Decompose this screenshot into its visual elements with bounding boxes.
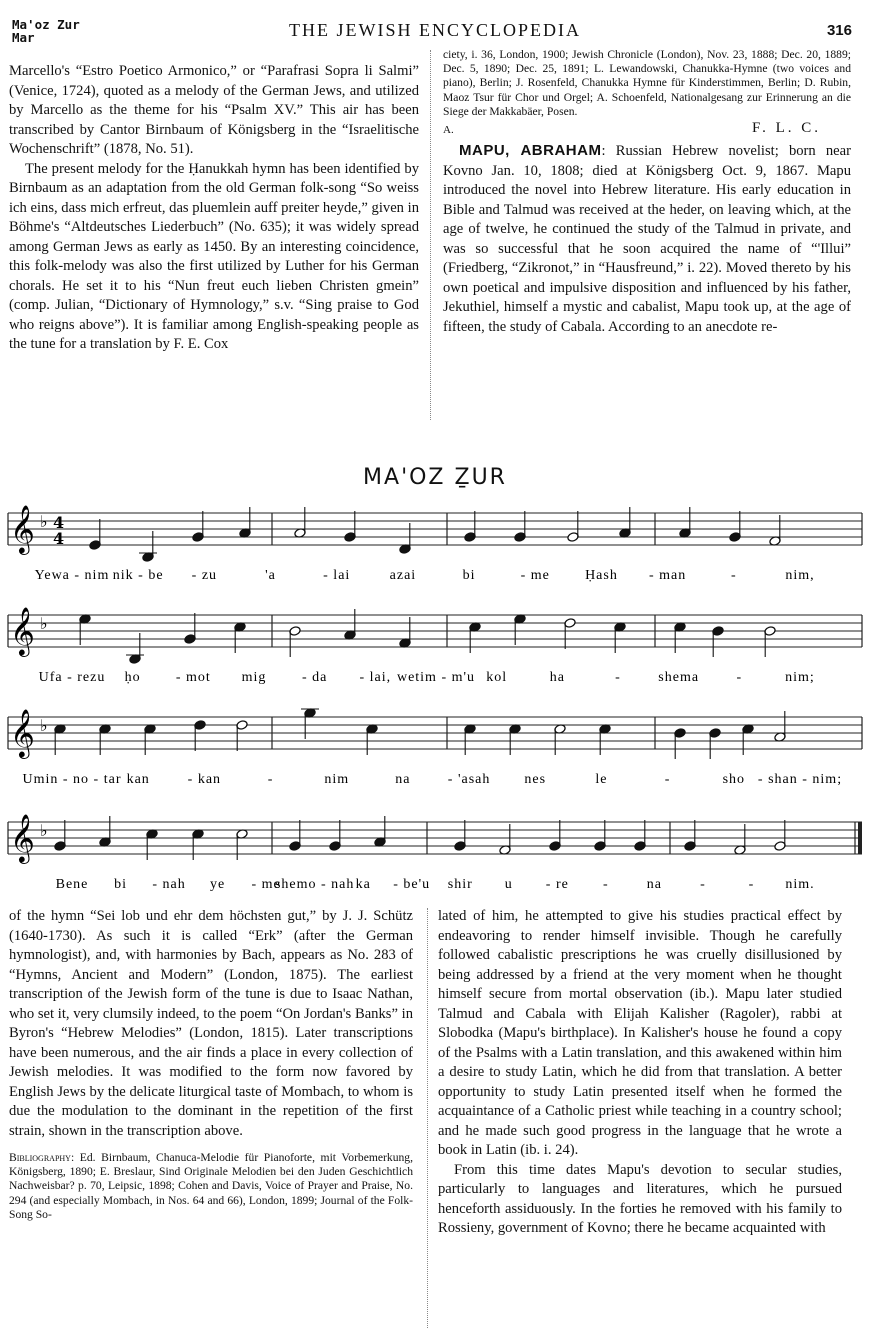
- staff-1-lyrics: [35, 568, 815, 583]
- lyric-syllable: - nah: [152, 877, 186, 892]
- lyric-syllable: sho: [722, 772, 746, 787]
- running-head-first: Ma'oz Zur: [12, 17, 80, 32]
- final-bar-thick: [858, 822, 862, 854]
- lyric-syllable: le: [595, 772, 608, 787]
- lyric-syllable: bi: [114, 877, 127, 892]
- lyric-syllable: - man: [649, 568, 687, 583]
- lyric-syllable: - zu: [191, 568, 218, 583]
- lyric-syllable: -: [700, 877, 706, 892]
- sheet-music: [0, 495, 870, 895]
- staff-4: [8, 813, 862, 864]
- page-number: 316: [826, 22, 852, 39]
- lyric-syllable: nim.: [785, 877, 815, 892]
- signature-line: [443, 119, 851, 141]
- entry-mapu-abraham: [443, 141, 851, 337]
- lyric-syllable: ye: [209, 877, 226, 892]
- bibliography-continuation: ciety, i. 36, London, 1900; Jewish Chronicle (London), Nov. 23, 1888; Dec. 20, 1889; Dec. 5, 1890; Dec. 25, 1891; L. Lewandowski, Chanukka-Hymne (two voices and piano), Berlin; J. Rosenfeld, Chanukka Hymne für Kinderstimmen, Berlin; D. Rubin, Maoz Tsur für Chor und Orgel; A. Schoenfeld, Nationalgesang zur Erinnerung an die Siege der Makkabäer, Posen.: [443, 48, 851, 118]
- key-signature-flat: ♭: [40, 512, 48, 531]
- lyric-syllable: mig: [241, 670, 267, 685]
- lyric-syllable: - shan - nim;: [757, 772, 843, 787]
- time-signature-top: 4: [53, 513, 65, 532]
- lyric-syllable: shir: [447, 877, 473, 892]
- lyric-syllable: -: [748, 877, 755, 892]
- key-signature-flat: ♭: [40, 716, 48, 735]
- lyric-syllable: kan: [126, 772, 150, 787]
- lyric-syllable: -: [664, 772, 671, 787]
- page-header: [0, 0, 870, 50]
- lyric-syllable: - lai,: [359, 670, 392, 685]
- lyric-syllable: Umin - no - tar: [22, 772, 122, 787]
- lyric-syllable: Bene: [55, 877, 89, 892]
- lyric-syllable: nim: [324, 772, 350, 787]
- running-head-last: Mar: [12, 30, 35, 45]
- lyric-syllable: - mot: [175, 670, 211, 685]
- treble-clef: 𝄞: [10, 504, 35, 553]
- paragraph-hymn-history: of the hymn “Sei lob und ehr dem höchsten gut,” by J. J. Schütz (1640-1730). As such it is called “Erk” (after the German hymnologist), and, with harmonies by Bach, appears as No. 283 of “Hymns, Ancient and Modern” (London, 1875). The earliest transcription of the Jewish form of the tune is due to Isaac Nathan, who set it, very clumsily indeed, to the poem “On Jordan's Banks” in Byron's “Hebrew Melodies” (London, 1815). Later transcriptions have been numerous, and the air finds a place in every collection of Jewish melodies. It was modified to the form now favored by English Jews by the delicate liturgical taste of Mombach, to whom is due the modulation to the dominant in the repetition of the first strain, shown in the transcription above.: [9, 908, 413, 1139]
- paragraph-marcello: Marcello's “Estro Poetico Armonico,” or “Parafrasi Sopra li Salmi” (Venice, 1724), quoted as a melody of the German Jews, and utilized by Marcello as the theme for his “Psalm XV.” This air has been transcribed by Cantor Birnbaum of Königsberg in the “Israelitische Wochenschrift” (1878, No. 51).: [9, 63, 419, 157]
- lyric-syllable: - me: [520, 568, 550, 583]
- treble-clef: 𝄞: [10, 606, 35, 655]
- column-lower-left: [9, 907, 413, 1222]
- lyric-syllable: ḥo: [124, 670, 141, 685]
- lyric-syllable: wetim - m'u: [396, 670, 476, 685]
- paragraph-mapu-secular: From this time dates Mapu's devotion to secular studies, particularly to languages and literatures, which he pursued henceforth assiduously. In the forties he removed with his family to Rossieny, government of Kovno; there he became acquainted with: [438, 1161, 842, 1236]
- staff-3-lyrics: [23, 772, 843, 787]
- paragraph-melody-origin: The present melody for the Ḥanukkah hymn has been identified by Birnbaum as an adaptation from the old German folk-song “So weiss ich eins, dass mich erfreut, das pluemlein auff preiter heyde,” given in Böhme's “Altdeutsches Liederbuch” (No. 635); it was widely spread among German Jews as early as 1450. By an interesting coincidence, this folk-melody was also the first utilized by Luther for his German chorals. He set it to his “Nun freut euch lieben Christen gmein” (comp. Julian, “Dictionary of Hymnology,” s.v. “Sing praise to God who reigns above”). It is familiar among English-speaking people as the tune for a translation by F. E. Cox: [9, 160, 419, 352]
- entry-title: MAPU, ABRAHAM: [459, 142, 602, 160]
- lyric-syllable: - da: [301, 670, 328, 685]
- treble-clef: 𝄞: [10, 813, 35, 862]
- lyric-syllable: ha: [549, 670, 565, 685]
- lyric-syllable: ka: [355, 877, 371, 892]
- lyric-syllable: nik - be: [112, 568, 164, 583]
- lyric-syllable: nes: [524, 772, 547, 787]
- time-signature-bottom: 4: [53, 529, 65, 548]
- lyric-syllable: Yewa - nim: [34, 568, 110, 583]
- lyric-syllable: na: [646, 877, 663, 892]
- lyric-syllable: shemo - nah: [274, 877, 355, 892]
- lyric-syllable: Ufa - rezu: [38, 670, 106, 685]
- lyric-syllable: - kan: [187, 772, 222, 787]
- lyric-syllable: -: [267, 772, 274, 787]
- bibliography-heading: Bibliography:: [9, 1151, 75, 1164]
- lyric-syllable: u: [504, 877, 513, 892]
- lyric-syllable: -: [603, 877, 609, 892]
- key-signature-flat: ♭: [40, 821, 48, 840]
- staff-3: [8, 708, 862, 759]
- staff-2-notes: [79, 609, 776, 664]
- column-upper-right: [443, 48, 851, 337]
- lyric-syllable: nim,: [785, 568, 815, 583]
- lyric-syllable: -: [730, 568, 737, 583]
- lyric-syllable: - me: [251, 877, 281, 892]
- entry-text: : Russian Hebrew novelist; born near Kovno Jan. 10, 1808; died at Königsberg Oct. 9, 1867. Mapu introduced the novel into Hebrew literature. His early education in Bible and Talmud was received at the heder, on leaving which, at the age of twelve, he continued the study of the Talmud in private, and was so successful that he soon acquired the name of “'Illui” (Friedberg, “Zikronot,” in “Hausfreund,” i. 22). Moved thereto by his own poetical and impulsive disposition and influenced by his father, Jekuthiel, himself a mystic and cabalist, Mapu took up, at the age of fifteen, the study of Cabala. According to an anecdote re-: [443, 143, 851, 335]
- lyric-syllable: -: [736, 670, 743, 685]
- staff-1-notes: [89, 507, 781, 562]
- bibliography-text: Ed. Birnbaum, Chanuca-Melodie für Pianoforte, mit Vorbemerkung, Königsberg, 1890; E. Breslaur, Sind Originale Melodien bei den Juden Geschichtlich Nachweisbar? p. 70, Leipsic, 1898; Cohen and Davis, Voice of Prayer and Praise, No. 294 (and especially Mombach, in Nos. 64 and 66), London, 1899; Journal of the Folk-Song So-: [9, 1151, 413, 1221]
- lyric-syllable: shema: [658, 670, 700, 685]
- lyric-syllable: azai: [389, 568, 417, 583]
- lyric-syllable: - be'u: [393, 877, 431, 892]
- column-divider-lower: [427, 908, 428, 1328]
- lyric-syllable: - re: [545, 877, 569, 892]
- column-upper-left: [9, 62, 419, 355]
- lyric-syllable: Ḥash: [585, 568, 618, 583]
- lyric-syllable: 'a: [265, 568, 276, 583]
- lyric-syllable: -: [615, 670, 621, 685]
- staff-4-lyrics: [56, 877, 815, 892]
- publication-title: THE JEWISH ENCYCLOPEDIA: [289, 20, 581, 40]
- bibliography: [9, 1151, 413, 1222]
- lyric-syllable: nim;: [785, 670, 815, 685]
- lyric-syllable: - 'asah: [447, 772, 491, 787]
- music-title: MA'OZ ẔUR: [363, 465, 507, 490]
- treble-clef: 𝄞: [10, 708, 35, 757]
- key-signature-flat: ♭: [40, 614, 48, 633]
- lyric-syllable: bi: [462, 568, 476, 583]
- author-signature: F. L. C.: [751, 120, 821, 137]
- lyric-syllable: - lai: [323, 568, 351, 583]
- staff-2-lyrics: [39, 670, 815, 685]
- column-divider-upper: [430, 50, 431, 420]
- lyric-syllable: na: [395, 772, 411, 787]
- lyric-syllable: kol: [486, 670, 508, 685]
- paragraph-mapu-cabala: lated of him, he attempted to give his studies practical effect by endeavoring to render himself invisible. Though he carefully followed cabalistic prescriptions he was cruelly disillusioned by being addressed by a friend at the very moment when he thought himself secure from mortal observation (ib.). Mapu later studied Talmud and Cabala with Elijah Kalisher (Ragoler), rabbi at Slobodka (Mapu's birthplace). In Kalisher's house he found a copy of the Psalms with a Latin translation, and this awakened within him a desire to study Latin, which he did from that translation. A better opportunity to study Latin presented itself when he formed the acquaintance of a Catholic priest while teaching in a country school; and he made such good progress in the language that he wrote a book in Latin (ib. i. 24).: [438, 908, 842, 1158]
- abbreviation-mark: A.: [443, 124, 454, 137]
- column-lower-right: [438, 907, 842, 1239]
- staff-2: [8, 606, 862, 657]
- staff-1: [8, 504, 862, 555]
